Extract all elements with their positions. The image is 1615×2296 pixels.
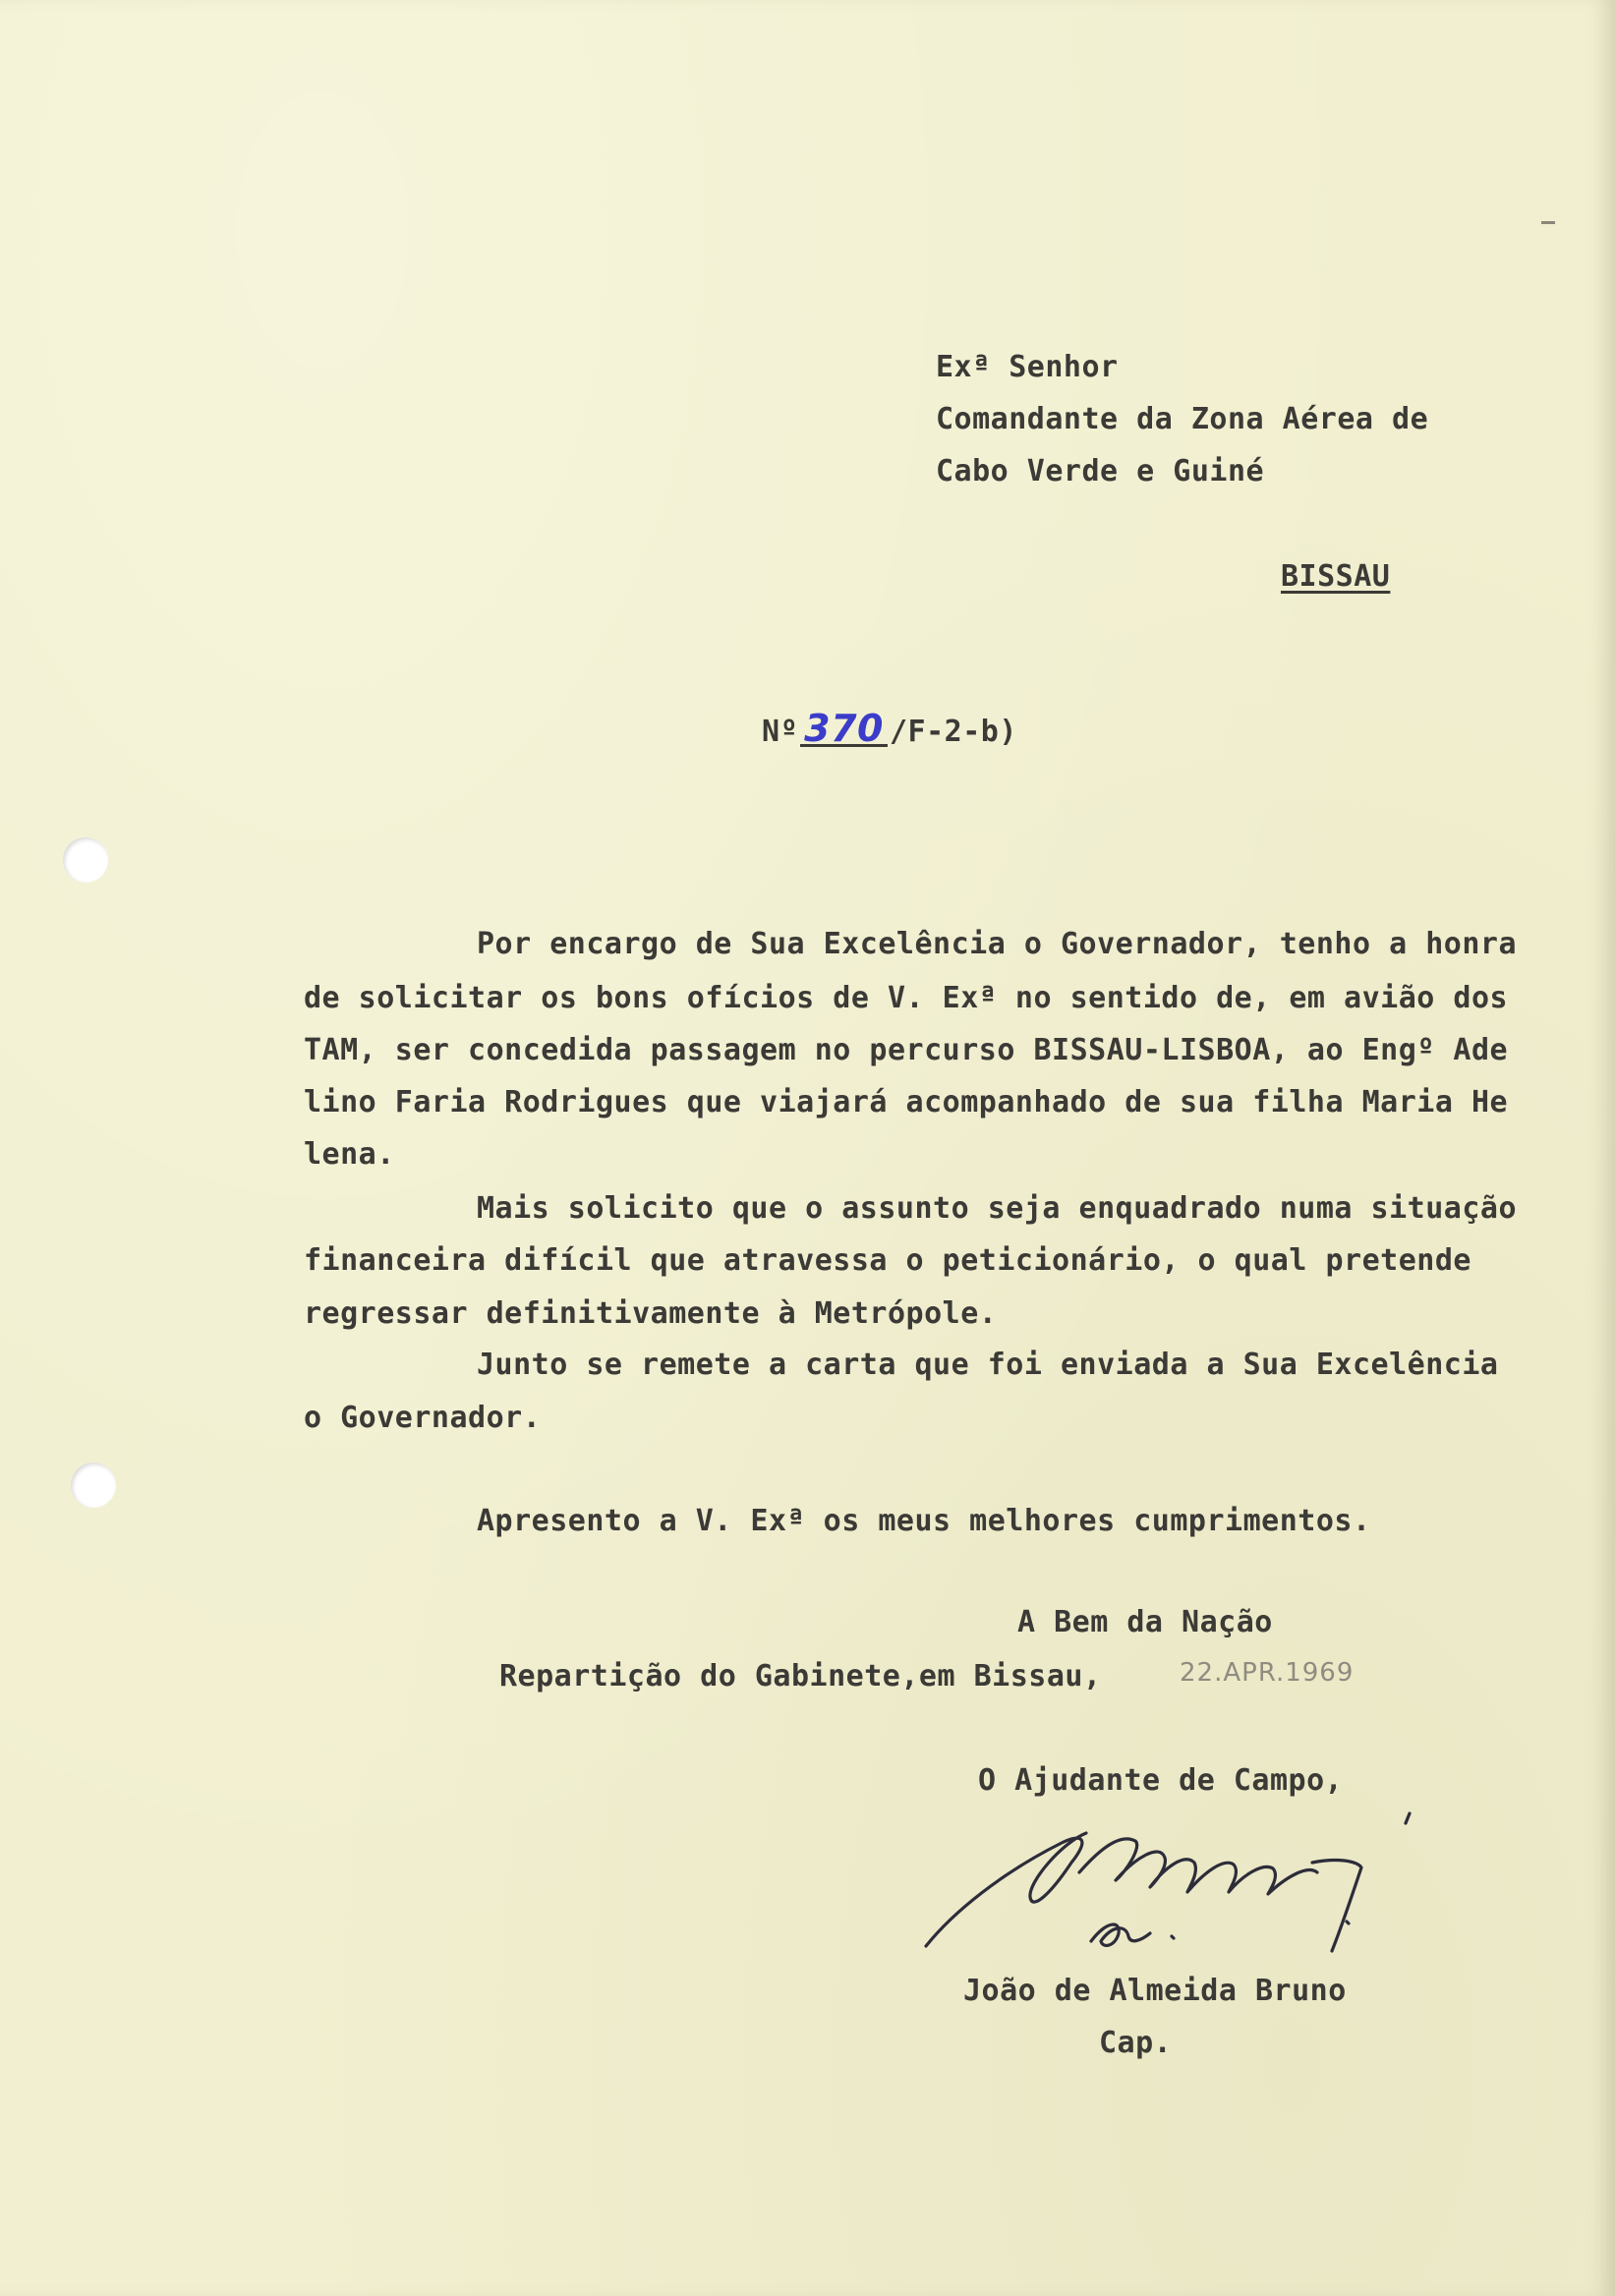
body-p1-line-5: lena. <box>304 1137 395 1172</box>
address-line-2: Comandante da Zona Aérea de <box>936 402 1429 436</box>
reference-prefix: Nº <box>762 715 799 749</box>
body-p1-line-4: lino Faria Rodrigues que viajará acompanhado de sua filha Maria He <box>304 1085 1509 1119</box>
body-p1-line-2: de solicitar os bons ofícios de V. Exª no sentido de, em avião dos <box>304 981 1509 1015</box>
reference-suffix: /F-2-b) <box>889 715 1017 749</box>
signer-name: João de Almeida Bruno <box>963 1974 1347 2008</box>
address-line-1: Exª Senhor <box>936 350 1119 384</box>
signer-rank: Cap. <box>1099 2026 1173 2060</box>
handwritten-signature <box>914 1804 1445 1976</box>
body-p2-line-3: regressar definitivamente à Metrópole. <box>304 1296 998 1331</box>
body-p3-line-2: o Governador. <box>304 1401 542 1435</box>
address-city: BISSAU <box>1281 559 1391 594</box>
body-p2-line-2: financeira difícil que atravessa o peticionário, o qual pretende <box>304 1243 1471 1278</box>
signer-title: O Ajudante de Campo, <box>978 1763 1344 1798</box>
body-p2-line-1: Mais solicito que o assunto seja enquadrado numa situação <box>477 1191 1518 1226</box>
margin-mark <box>1541 221 1555 224</box>
date-stamp: 22.APR.1969 <box>1180 1658 1355 1688</box>
body-p1-line-3: TAM, ser concedida passagem no percurso BISSAU-LISBOA, ao Engº Ade <box>304 1033 1509 1067</box>
reference-number-handwritten: 370 <box>800 713 888 747</box>
reference-line <box>762 707 1017 751</box>
body-p3-line-1: Junto se remete a carta que foi enviada a Sua Excelência <box>477 1348 1499 1382</box>
salutation: A Bem da Nação <box>1017 1605 1273 1639</box>
body-p1-line-1: Por encargo de Sua Excelência o Governador, tenho a honra <box>477 927 1518 961</box>
closing-line: Apresento a V. Exª os meus melhores cumprimentos. <box>477 1504 1371 1538</box>
address-line-3: Cabo Verde e Guiné <box>936 454 1265 488</box>
punch-hole-top <box>63 837 108 883</box>
punch-hole-bottom <box>71 1463 116 1508</box>
place-line: Repartição do Gabinete,em Bissau, <box>499 1659 1102 1693</box>
